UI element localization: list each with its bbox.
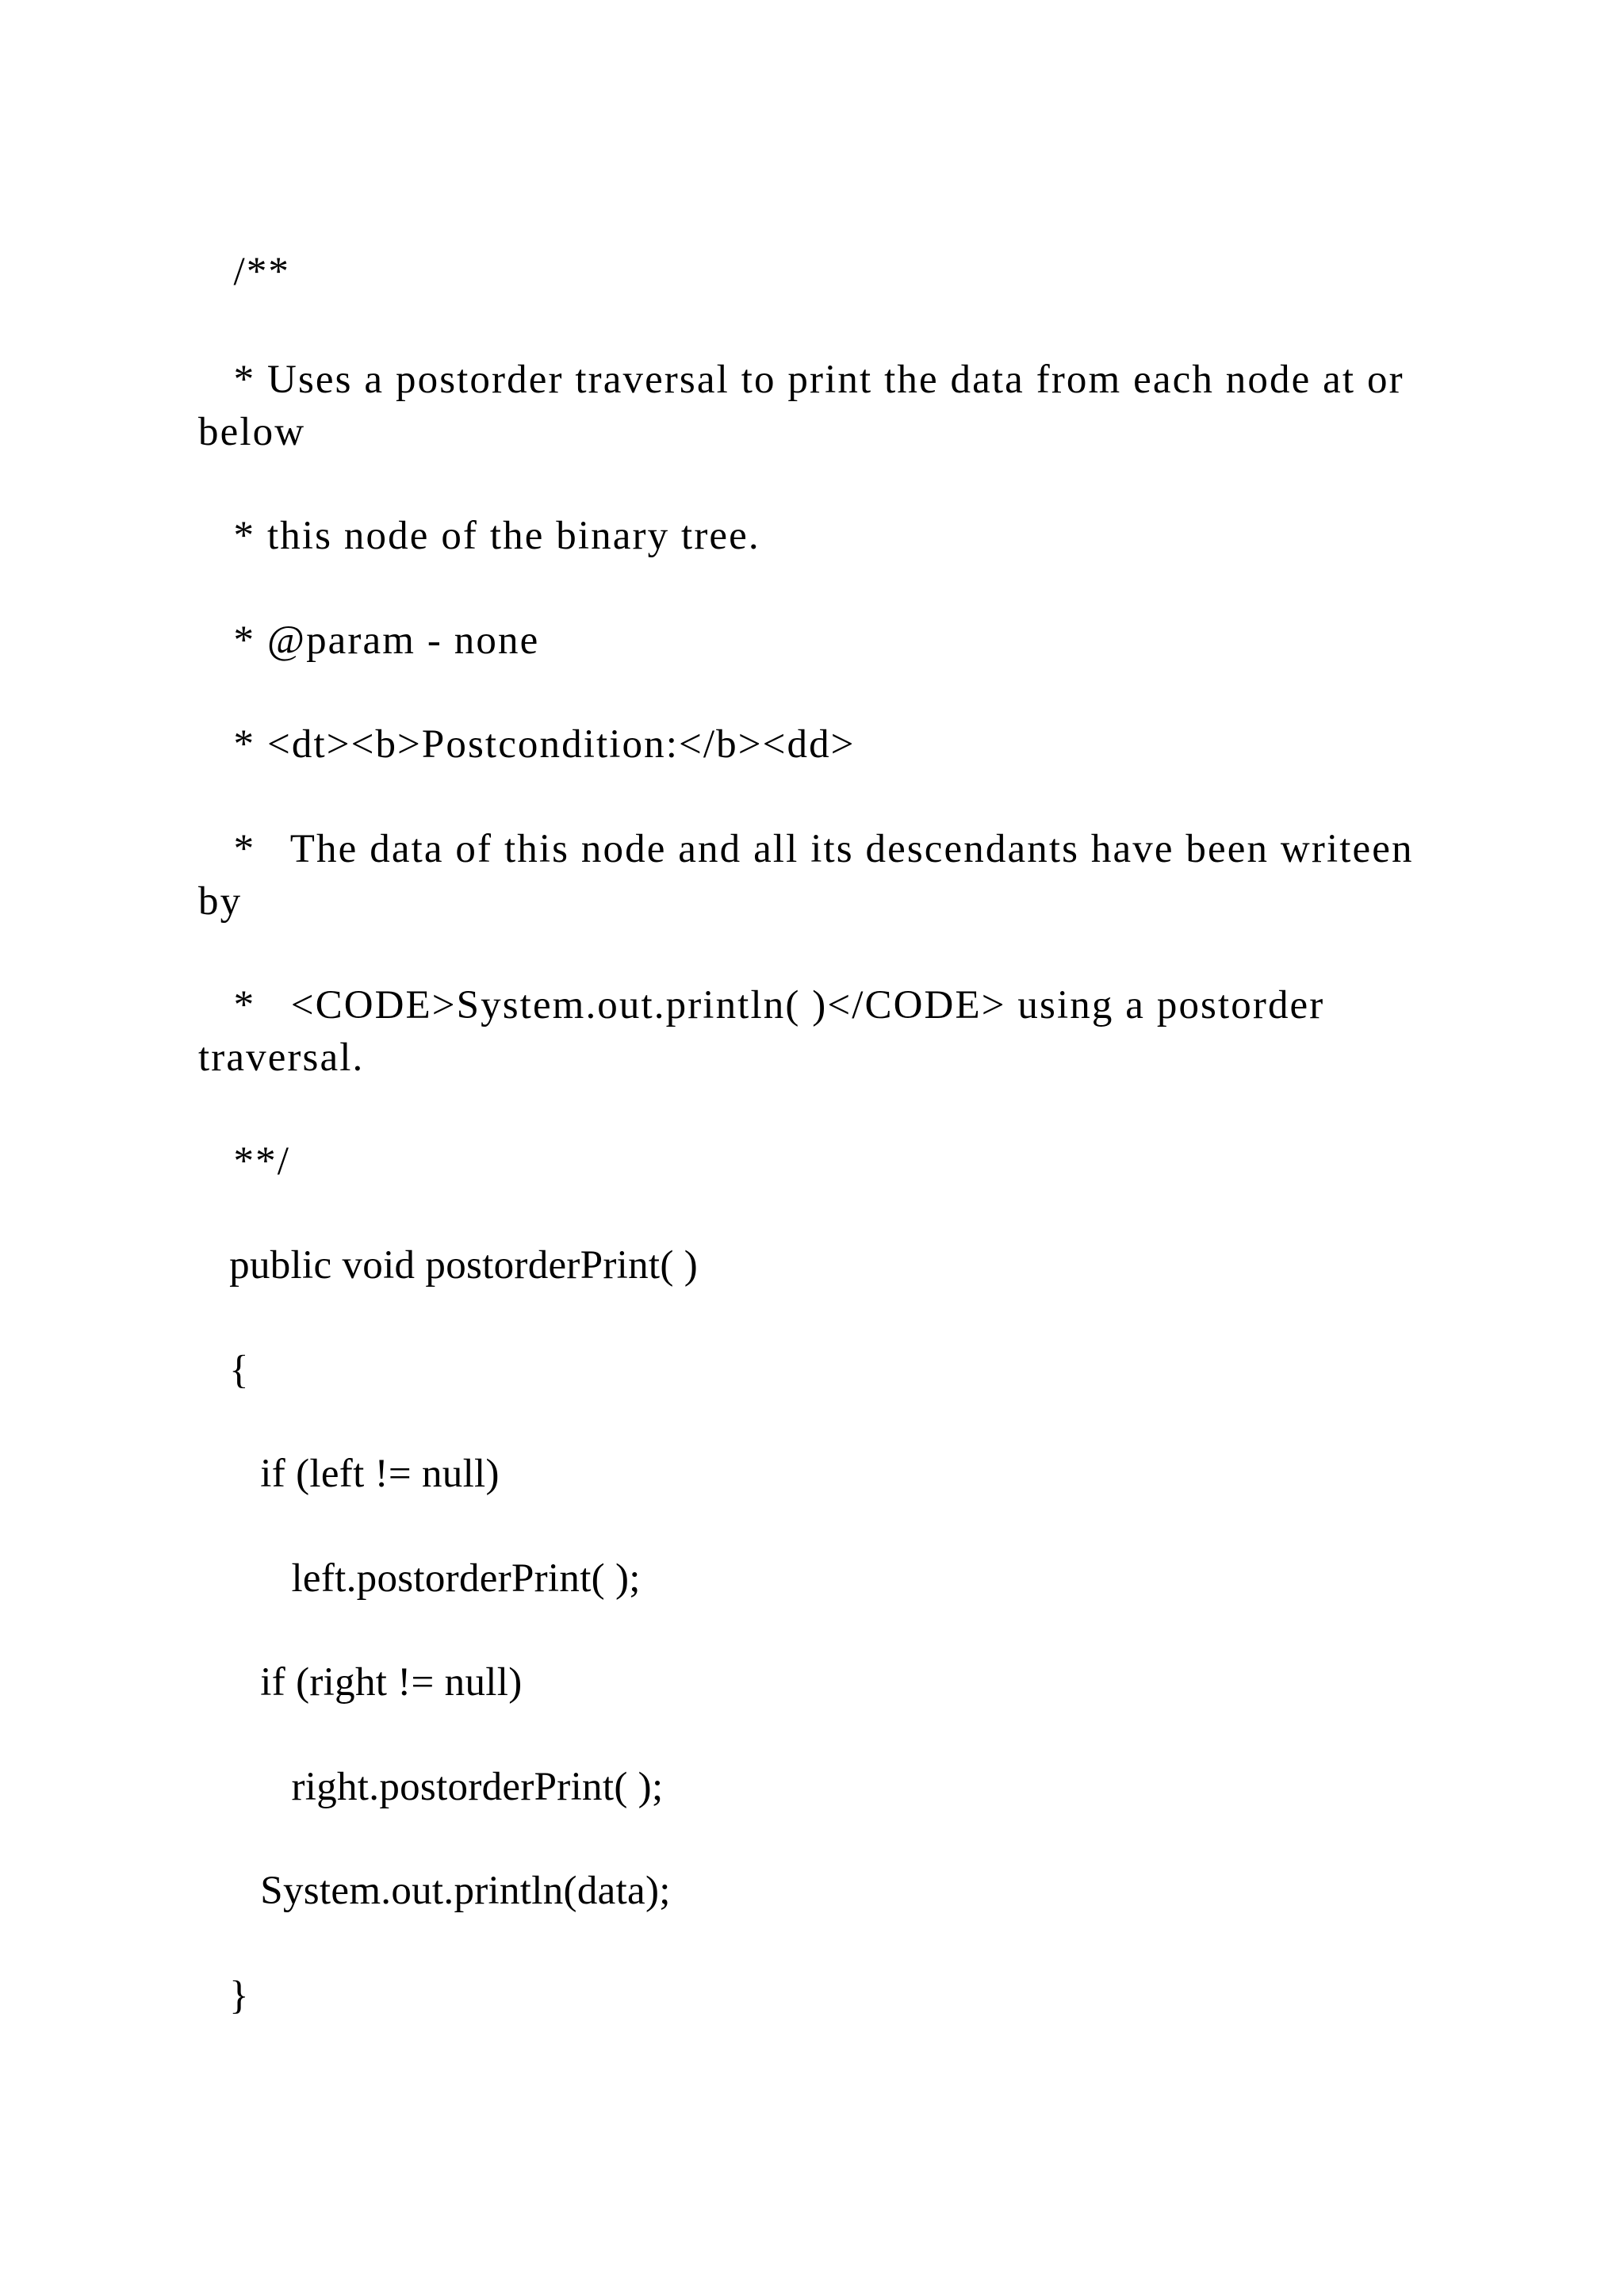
if-left-statement: if (left != null) [198, 1452, 500, 1496]
if-right-statement: if (right != null) [198, 1660, 523, 1705]
doc-comment-close: **/ [198, 1139, 291, 1184]
doc-comment-postcondition-code: * <CODE>System.out.println( )</CODE> using a postorder traversal. [198, 983, 1337, 1080]
method-open-brace: { [198, 1348, 249, 1392]
doc-comment-postcondition-tag: * <dt><b>Postcondition:</b><dd> [198, 722, 856, 767]
doc-comment-description: * Uses a postorder traversal to print the data from each node at or below [198, 358, 1416, 454]
method-signature: public void postorderPrint( ) [198, 1243, 699, 1288]
right-recursive-call: right.postorderPrint( ); [198, 1765, 664, 1809]
method-close-brace: } [198, 1973, 249, 2018]
doc-comment-description-cont: * this node of the binary tree. [198, 514, 760, 558]
doc-comment-open: /** [198, 250, 291, 294]
left-recursive-call: left.postorderPrint( ); [198, 1556, 641, 1601]
doc-comment-postcondition: * The data of this node and all its descendants have been writeen by [198, 827, 1426, 924]
print-data-statement: System.out.println(data); [198, 1869, 671, 1913]
doc-comment-param: * @param - none [198, 618, 540, 663]
